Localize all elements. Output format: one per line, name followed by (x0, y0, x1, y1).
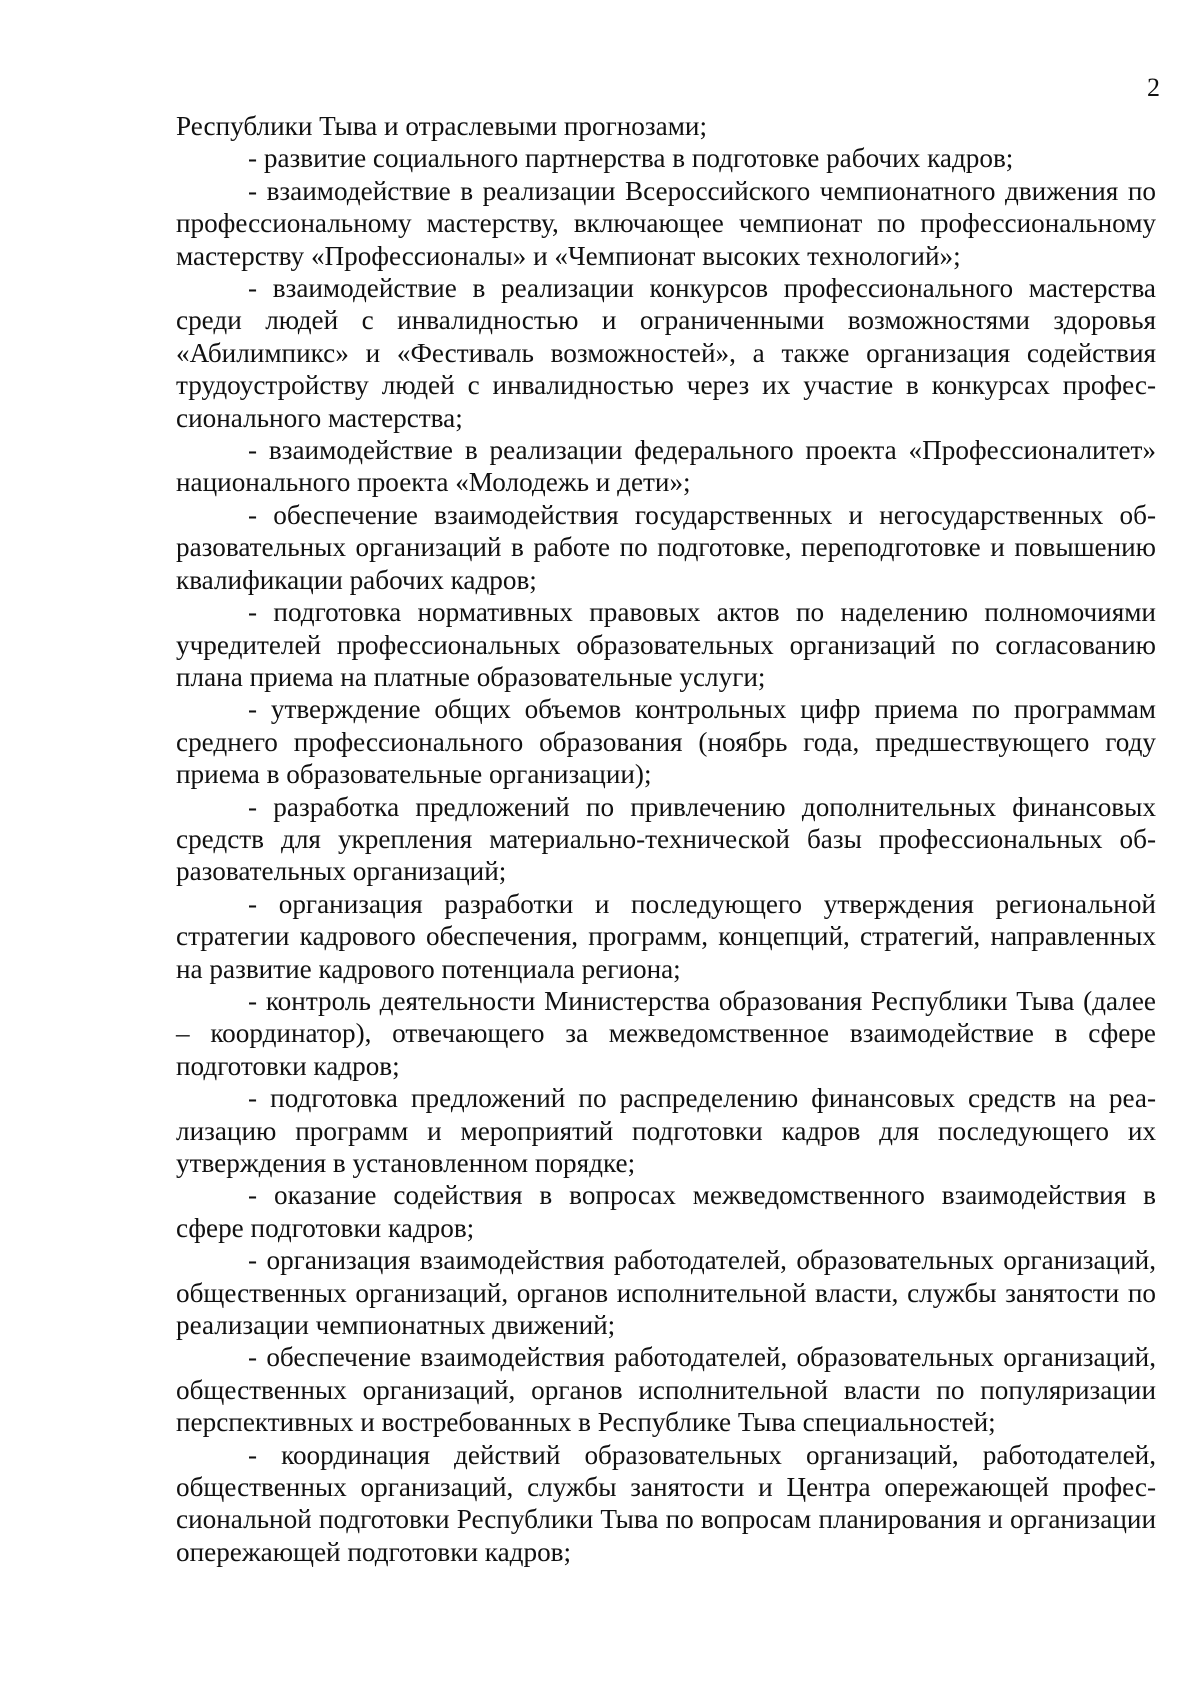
list-item: - организация разработки и последующего утверждения региональной стратегии кадрового обеспечения, программ, концепций, стратегий, направленных на развитие кадрового потенциала региона; (176, 888, 1156, 984)
list-item: - взаимодействие в реализации конкурсов профессионального мастерства среди людей с инвалидностью и ограниченными возможностями здоровья «Абилимпикс» и «Фестиваль возможностей», а также организация содействия трудоустройству людей с инвалидностью через их участие в конкурсах профессионального мастерства; (176, 273, 1156, 433)
list-item: - координация действий образовательных организаций, работодателей, общественных организаций, службы занятости и Центра опережающей профессиональной подготовки Республики Тыва по вопросам планирования и организации опережающей подготовки кадров; (176, 1439, 1156, 1567)
list-item: - оказание содействия в вопросах межведомственного взаимодействия в сфере подготовки кадров; (176, 1180, 1156, 1243)
list-item: - обеспечение взаимодействия работодателей, образовательных организаций, общественных организаций, органов исполнительной власти по популяризации перспективных и востребованных в Республике Тыва специальностей; (176, 1342, 1156, 1438)
document-body (176, 110, 1156, 1568)
list-item: - организация взаимодействия работодателей, образовательных организаций, общественных организаций, органов исполнительной власти, службы занятости по реализации чемпионатных движений; (176, 1245, 1156, 1341)
list-item: - подготовка предложений по распределению финансовых средств на реализацию программ и мероприятий подготовки кадров для последующего их утверждения в установленном порядке; (176, 1083, 1156, 1178)
page-number: 2 (1147, 73, 1160, 102)
list-item: - подготовка нормативных правовых актов по наделению полномочиями учредителей профессиональных образовательных организаций по согласованию плана приема на платные образовательные услуги; (176, 597, 1156, 692)
list-item: - взаимодействие в реализации федерального проекта «Профессионалитет» национального проекта «Молодежь и дети»; (176, 435, 1156, 498)
list-item: - разработка предложений по привлечению дополнительных финансовых средств для укрепления материально-технической базы профессиональных образовательных организаций; (176, 791, 1156, 887)
list-item: - контроль деятельности Министерства образования Республики Тыва (далее – координатор), отвечающего за межведомственное взаимодействие в сфере подготовки кадров; (176, 985, 1156, 1081)
list-item: - развитие социального партнерства в подготовке рабочих кадров; (248, 143, 1014, 174)
list-item: - обеспечение взаимодействия государственных и негосударственных образовательных организаций в работе по подготовке, переподготовке и повышению квалификации рабочих кадров; (176, 499, 1156, 595)
list-item: - утверждение общих объемов контрольных цифр приема по программам среднего профессионального образования (ноябрь года, предшествующего году приема в образовательные организации); (176, 694, 1156, 790)
paragraph-continuation: Республики Тыва и отраслевыми прогнозами; (176, 111, 708, 141)
list-item: - взаимодействие в реализации Всероссийского чемпионатного движения по профессиональному мастерству, включающее чемпионат по профессиональному мастерству «Профессионалы» и «Чемпионат высоких технологий»; (176, 175, 1156, 271)
